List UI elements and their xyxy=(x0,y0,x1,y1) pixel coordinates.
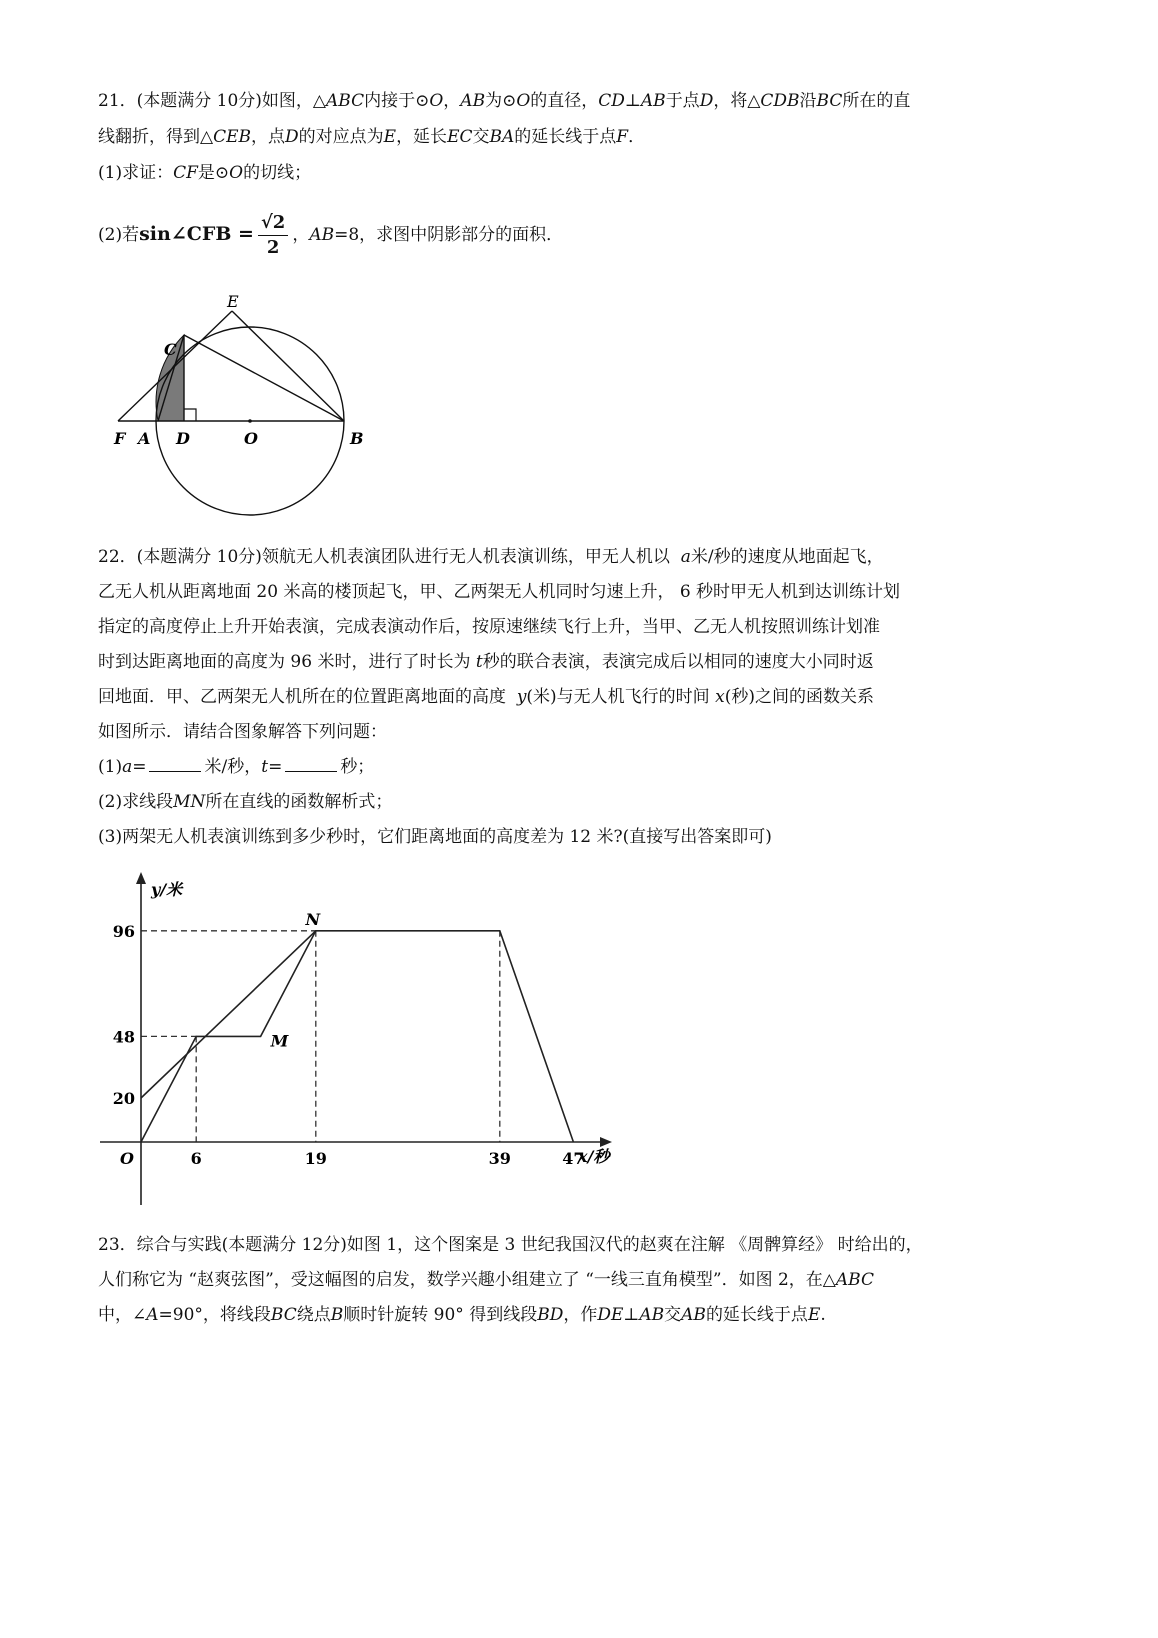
q22-line-6 xyxy=(98,720,387,744)
q23-line-1 xyxy=(98,1233,923,1257)
var-F: F xyxy=(616,127,629,147)
sin-expression: sin∠CFB = xyxy=(139,223,254,245)
var-t: t xyxy=(475,652,483,672)
origin-label: O xyxy=(120,1149,134,1168)
var-y: y xyxy=(516,687,527,707)
fraction xyxy=(258,211,288,260)
q21-text: (2)若 xyxy=(98,225,140,245)
var-EC: EC xyxy=(447,127,473,147)
q22-part-3 xyxy=(98,825,772,849)
y-axis-label: y/米 xyxy=(151,880,183,899)
q22-text: 如图所示．请结合图象解答下列问题： xyxy=(98,722,387,742)
y-axis-arrow xyxy=(136,872,146,884)
line-EB xyxy=(232,311,344,421)
x-axis-arrow xyxy=(600,1137,612,1147)
q22-text: (米)与无人机飞行的时间 xyxy=(526,687,710,707)
q22-text: 22．(本题满分 10分)领航无人机表演团队进行无人机表演训练，甲无人机以 xyxy=(98,547,670,567)
q23-text: ，作 xyxy=(563,1305,598,1325)
center-dot xyxy=(248,419,252,423)
var-B: B xyxy=(330,1305,344,1325)
fraction-numerator: √2 xyxy=(258,211,288,236)
q23-text: 中，∠ xyxy=(98,1305,147,1325)
q22-text: 回地面．甲、乙两架无人机所在的位置距离地面的高度 xyxy=(98,687,506,707)
label-F: F xyxy=(114,429,126,448)
q23-text: 23．综合与实践(本题满分 12分)如图 1，这个图案是 3 世纪我国汉代的赵爽在注解 《周髀算经》 时给出的， xyxy=(98,1235,923,1255)
q21-text: ，延长 xyxy=(396,127,448,147)
q21-text: ． xyxy=(628,127,646,147)
var-a: a xyxy=(122,757,133,777)
var-AB: AB xyxy=(460,91,486,111)
y-tick-label: 20 xyxy=(112,1089,135,1108)
q21-text: 的延长线于点 xyxy=(514,127,617,147)
q21-text: 沿 xyxy=(799,91,817,111)
q21-text: =8，求图中阴影部分的面积． xyxy=(334,225,564,245)
q22-text: 时到达距离地面的高度为 96 米时，进行了时长为 xyxy=(98,652,471,672)
q22-part-2 xyxy=(98,790,392,814)
label-O: O xyxy=(244,429,258,448)
q22-text: 米/秒， xyxy=(204,757,262,777)
q23-text: 交 xyxy=(664,1305,682,1325)
q23-line-2 xyxy=(98,1268,874,1292)
var-O: O xyxy=(429,91,444,111)
q22-text: 秒； xyxy=(340,757,375,777)
q22-line-4 xyxy=(98,650,874,674)
q21-text: 的切线； xyxy=(243,163,312,183)
q23-text: ⊥ xyxy=(623,1305,640,1325)
q22-text: (3)两架无人机表演训练到多少秒时，它们距离地面的高度差为 12 米?(直接写出答案即可) xyxy=(98,827,772,847)
fraction-denominator: 2 xyxy=(266,237,280,258)
label-B: B xyxy=(350,429,364,448)
point-label-M: M xyxy=(270,1031,289,1051)
q22-text: (2)求线段 xyxy=(98,792,174,812)
x-tick-label: 6 xyxy=(190,1149,202,1168)
var-x: x xyxy=(715,687,725,707)
q22-line-3 xyxy=(98,615,880,639)
var-t: t xyxy=(261,757,269,777)
q21-line-1 xyxy=(98,89,910,113)
q22-function-graph xyxy=(100,860,640,1220)
q23-text: . xyxy=(820,1305,826,1325)
line-CB xyxy=(184,335,344,421)
y-tick-label: 96 xyxy=(112,921,135,941)
right-angle-mark xyxy=(184,409,196,421)
series-line-2 xyxy=(141,931,316,1098)
q22-text: 所在直线的函数解析式； xyxy=(205,792,393,812)
q21-text: 的直径， xyxy=(530,91,599,111)
answer-blank-t[interactable] xyxy=(285,755,337,772)
var-AB: AB xyxy=(640,91,666,111)
answer-blank-a[interactable] xyxy=(149,755,201,772)
x-tick-label: 19 xyxy=(304,1149,327,1168)
q21-text: ，将△ xyxy=(713,91,761,111)
q22-text: 乙无人机从距离地面 20 米高的楼顶起飞，甲、乙两架无人机同时匀速上升， 6 秒时甲无人机到达训练计划 xyxy=(98,582,901,602)
var-CEB: CEB xyxy=(213,127,251,147)
q22-line-1 xyxy=(98,545,884,569)
q21-text: 内接于⊙ xyxy=(364,91,430,111)
q21-text: 21．(本题满分 10分)如图，△ xyxy=(98,91,327,111)
point-label-N: N xyxy=(305,909,321,929)
var-O: O xyxy=(229,163,244,183)
q22-text: (秒)之间的函数关系 xyxy=(724,687,874,707)
var-O: O xyxy=(516,91,531,111)
q23-text: 的延长线于点 xyxy=(705,1305,808,1325)
var-AB: AB xyxy=(681,1305,706,1325)
var-E: E xyxy=(807,1305,821,1325)
var-a: a xyxy=(680,547,691,567)
var-ABC: ABC xyxy=(835,1270,874,1290)
var-MN: MN xyxy=(173,792,206,812)
var-BC: BC xyxy=(816,91,843,111)
q22-text: = xyxy=(268,757,283,777)
var-E: E xyxy=(383,127,397,147)
var-DE: DE xyxy=(597,1305,624,1325)
q21-text: (1)求证： xyxy=(98,163,174,183)
var-AB: AB xyxy=(639,1305,665,1325)
var-D: D xyxy=(699,91,714,111)
q21-text: 的对应点为 xyxy=(298,127,384,147)
q22-text: 指定的高度停止上升开始表演，完成表演动作后，按原速继续飞行上升，当甲、乙无人机按照训练计划准 xyxy=(98,617,880,637)
q23-text: =90°，将线段 xyxy=(158,1305,271,1325)
label-A: A xyxy=(138,429,151,448)
q21-text: 于点 xyxy=(665,91,700,111)
q21-text: 线翻折，得到△ xyxy=(98,127,214,147)
q21-part-2 xyxy=(98,210,563,260)
var-D: D xyxy=(285,127,299,147)
q22-text: 秒的联合表演，表演完成后以相同的速度大小同时返 xyxy=(482,652,874,672)
var-BA: BA xyxy=(489,127,515,147)
label-C: C xyxy=(164,340,177,359)
x-axis-label: x/秒 xyxy=(578,1147,610,1166)
q21-geometry-figure xyxy=(100,285,380,535)
q21-text: 所在的直 xyxy=(842,91,911,111)
q21-text: ， xyxy=(292,225,310,245)
var-AB: AB xyxy=(309,225,335,245)
label-E: E xyxy=(227,292,239,311)
q21-text: 交 xyxy=(472,127,490,147)
q22-line-2 xyxy=(98,580,900,604)
q22-text: 米/秒的速度从地面起飞， xyxy=(690,547,884,567)
q23-text: 人们称它为 “赵爽弦图”，受这幅图的启发，数学兴趣小组建立了 “一线三直角模型”．如图 2，在△ xyxy=(98,1270,836,1290)
q22-text: (1) xyxy=(98,757,123,777)
q21-line-2 xyxy=(98,125,645,149)
q21-text: ， xyxy=(443,91,461,111)
q22-line-5 xyxy=(98,685,874,709)
var-BC: BC xyxy=(270,1305,297,1325)
q21-text: 为⊙ xyxy=(485,91,517,111)
q21-text: 是⊙ xyxy=(197,163,230,183)
q23-text: 绕点 xyxy=(296,1305,331,1325)
var-BD: BD xyxy=(537,1305,564,1325)
x-tick-label: 39 xyxy=(488,1149,511,1168)
x-tick-label: 47 xyxy=(562,1149,585,1168)
q21-text: ，点 xyxy=(251,127,285,147)
var-ABC: ABC xyxy=(326,91,365,111)
var-CD: CD xyxy=(598,91,625,111)
q23-text: 顺时针旋转 90° 得到线段 xyxy=(343,1305,538,1325)
q21-part-1 xyxy=(98,161,311,185)
var-A: A xyxy=(146,1305,159,1325)
label-D: D xyxy=(176,429,190,448)
var-CF: CF xyxy=(173,163,198,183)
q22-text: = xyxy=(132,757,147,777)
var-CDB: CDB xyxy=(760,91,800,111)
y-tick-label: 48 xyxy=(112,1027,135,1047)
q23-line-3 xyxy=(98,1303,826,1327)
q21-text: ⊥ xyxy=(624,91,641,111)
q22-part-1 xyxy=(98,755,374,779)
